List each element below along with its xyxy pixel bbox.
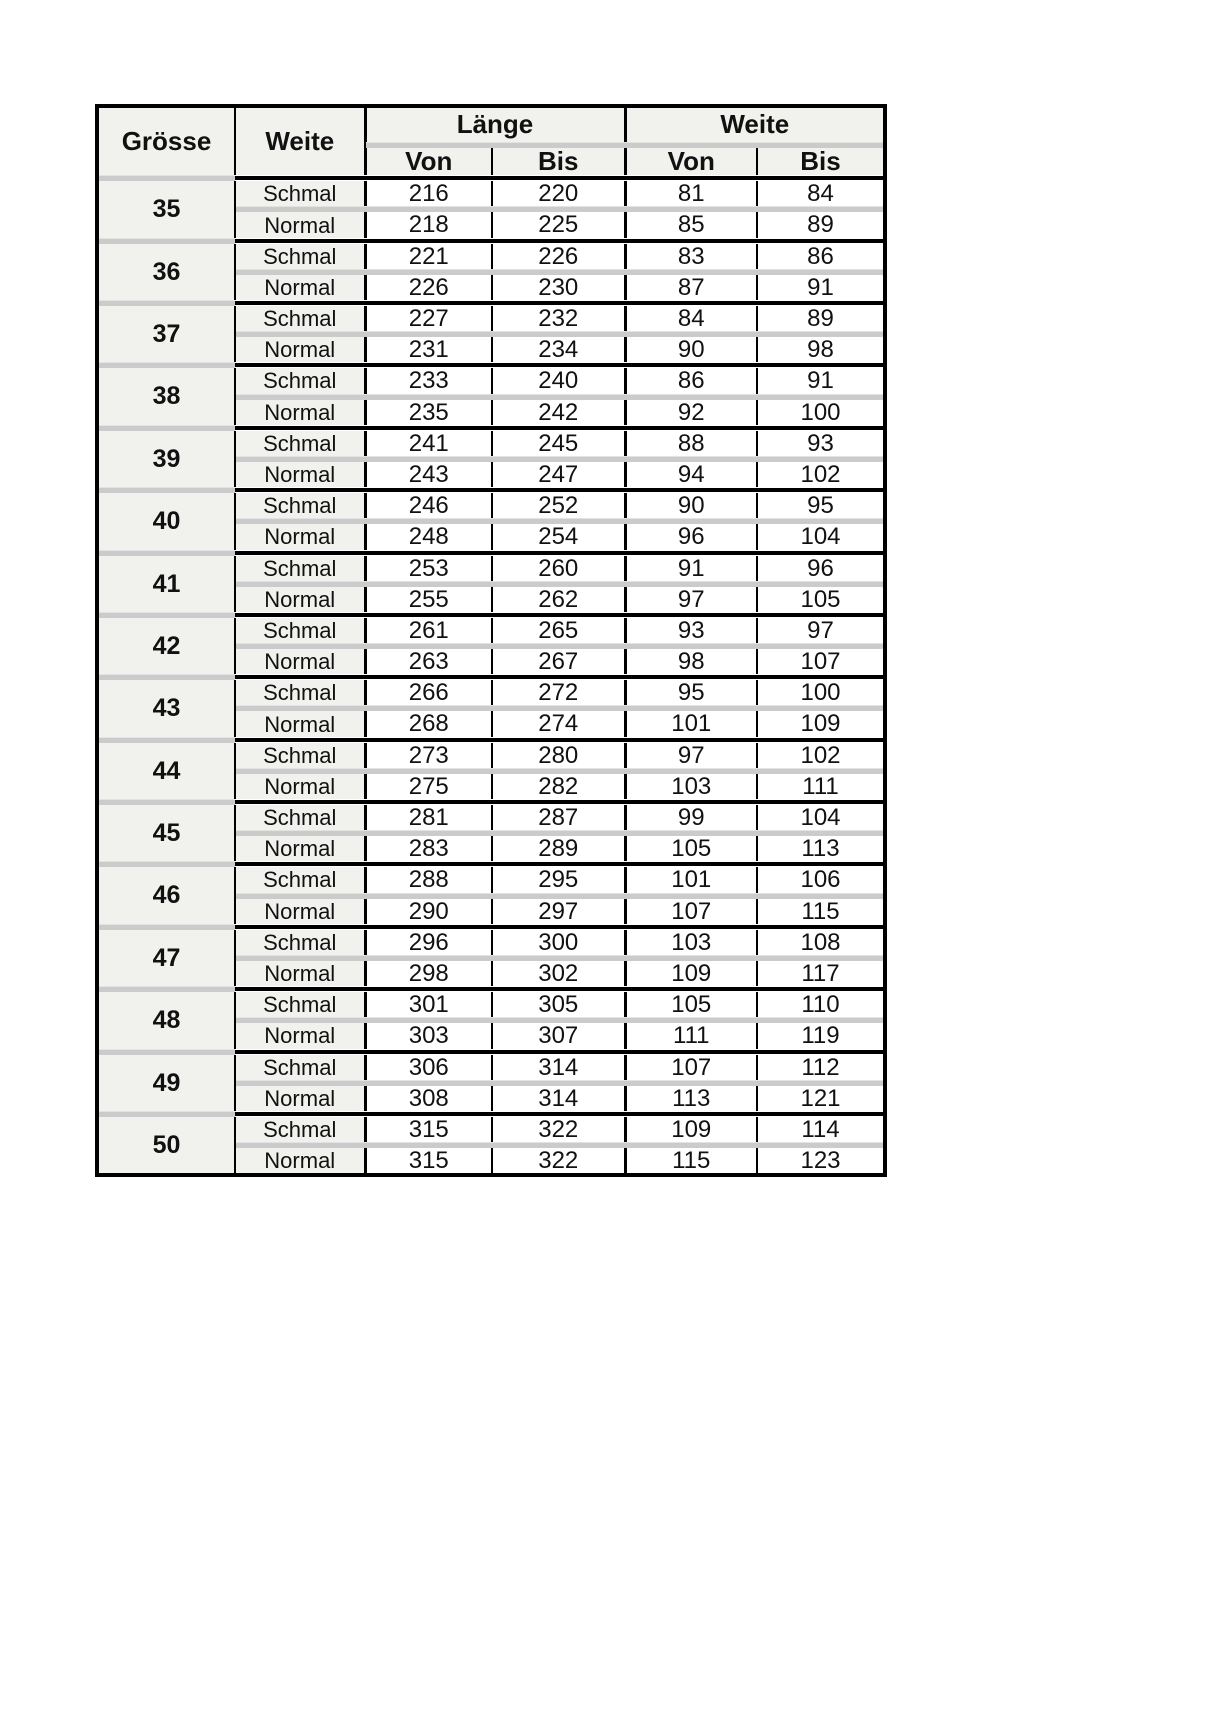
table-row [97, 680, 885, 705]
header-weite-bis: Bis [757, 148, 885, 175]
size-cell: 37 [97, 306, 235, 362]
value-cell: 105 [625, 836, 757, 861]
value-cell: 110 [757, 992, 885, 1017]
value-cell: 290 [365, 899, 492, 924]
value-cell: 216 [365, 181, 492, 206]
value-cell: 280 [492, 743, 625, 768]
value-cell: 123 [757, 1148, 885, 1175]
value-cell: 101 [625, 711, 757, 736]
size-cell: 40 [97, 493, 235, 549]
table-row [97, 493, 885, 518]
size-cell: 35 [97, 181, 235, 237]
width-label-cell: Normal [235, 1086, 365, 1111]
value-cell: 225 [492, 212, 625, 237]
value-cell: 107 [625, 1055, 757, 1080]
value-cell: 91 [625, 556, 757, 581]
value-cell: 113 [757, 836, 885, 861]
table-row [97, 556, 885, 581]
width-label-cell: Schmal [235, 244, 365, 269]
value-cell: 242 [492, 400, 625, 425]
width-label-cell: Schmal [235, 743, 365, 768]
value-cell: 89 [757, 212, 885, 237]
value-cell: 234 [492, 337, 625, 362]
header-section-laenge: Länge [365, 106, 625, 142]
size-cell: 44 [97, 743, 235, 799]
width-label-cell: Normal [235, 462, 365, 487]
width-label-cell: Schmal [235, 930, 365, 955]
value-cell: 254 [492, 524, 625, 549]
value-cell: 117 [757, 961, 885, 986]
width-label-cell: Normal [235, 774, 365, 799]
width-label-cell: Normal [235, 524, 365, 549]
value-cell: 243 [365, 462, 492, 487]
size-cell: 45 [97, 805, 235, 861]
value-cell: 92 [625, 400, 757, 425]
value-cell: 303 [365, 1023, 492, 1048]
width-label-cell: Normal [235, 212, 365, 237]
width-label-cell: Schmal [235, 805, 365, 830]
value-cell: 232 [492, 306, 625, 331]
value-cell: 104 [757, 524, 885, 549]
value-cell: 89 [757, 306, 885, 331]
header-section-weite: Weite [625, 106, 885, 142]
value-cell: 266 [365, 680, 492, 705]
value-cell: 287 [492, 805, 625, 830]
value-cell: 265 [492, 618, 625, 643]
header-weite-von: Von [625, 148, 757, 175]
value-cell: 301 [365, 992, 492, 1017]
table-row [97, 743, 885, 768]
value-cell: 84 [625, 306, 757, 331]
value-cell: 230 [492, 275, 625, 300]
size-cell: 46 [97, 867, 235, 923]
value-cell: 97 [757, 618, 885, 643]
width-label-cell: Normal [235, 337, 365, 362]
width-label-cell: Schmal [235, 431, 365, 456]
value-cell: 305 [492, 992, 625, 1017]
value-cell: 272 [492, 680, 625, 705]
value-cell: 98 [625, 649, 757, 674]
value-cell: 283 [365, 836, 492, 861]
value-cell: 97 [625, 743, 757, 768]
width-label-cell: Normal [235, 836, 365, 861]
size-cell: 49 [97, 1055, 235, 1111]
table-row [97, 181, 885, 206]
size-cell: 38 [97, 368, 235, 424]
value-cell: 96 [757, 556, 885, 581]
table-row [97, 992, 885, 1017]
table-row [97, 618, 885, 643]
value-cell: 235 [365, 400, 492, 425]
table-row [97, 1055, 885, 1080]
value-cell: 231 [365, 337, 492, 362]
value-cell: 88 [625, 431, 757, 456]
width-label-cell: Normal [235, 649, 365, 674]
width-label-cell: Schmal [235, 867, 365, 892]
value-cell: 245 [492, 431, 625, 456]
value-cell: 307 [492, 1023, 625, 1048]
header-laenge-bis: Bis [492, 148, 625, 175]
value-cell: 246 [365, 493, 492, 518]
width-label-cell: Normal [235, 275, 365, 300]
value-cell: 227 [365, 306, 492, 331]
value-cell: 87 [625, 275, 757, 300]
value-cell: 84 [757, 181, 885, 206]
value-cell: 102 [757, 743, 885, 768]
width-label-cell: Normal [235, 711, 365, 736]
value-cell: 111 [625, 1023, 757, 1048]
value-cell: 119 [757, 1023, 885, 1048]
value-cell: 261 [365, 618, 492, 643]
value-cell: 93 [625, 618, 757, 643]
value-cell: 255 [365, 587, 492, 612]
table-row [97, 431, 885, 456]
value-cell: 260 [492, 556, 625, 581]
value-cell: 263 [365, 649, 492, 674]
width-label-cell: Normal [235, 1148, 365, 1175]
size-cell: 39 [97, 431, 235, 487]
value-cell: 221 [365, 244, 492, 269]
value-cell: 275 [365, 774, 492, 799]
value-cell: 252 [492, 493, 625, 518]
value-cell: 93 [757, 431, 885, 456]
value-cell: 233 [365, 368, 492, 393]
value-cell: 98 [757, 337, 885, 362]
value-cell: 314 [492, 1086, 625, 1111]
value-cell: 99 [625, 805, 757, 830]
value-cell: 95 [625, 680, 757, 705]
table-row [97, 244, 885, 269]
value-cell: 113 [625, 1086, 757, 1111]
header-laenge-von: Von [365, 148, 492, 175]
width-label-cell: Schmal [235, 556, 365, 581]
value-cell: 102 [757, 462, 885, 487]
value-cell: 248 [365, 524, 492, 549]
table-row [97, 368, 885, 393]
value-cell: 105 [757, 587, 885, 612]
width-label-cell: Schmal [235, 493, 365, 518]
width-label-cell: Schmal [235, 368, 365, 393]
size-cell: 36 [97, 244, 235, 300]
value-cell: 96 [625, 524, 757, 549]
width-label-cell: Normal [235, 1023, 365, 1048]
table-row [97, 867, 885, 892]
size-table [95, 104, 887, 1177]
value-cell: 106 [757, 867, 885, 892]
value-cell: 115 [757, 899, 885, 924]
value-cell: 281 [365, 805, 492, 830]
table-row [97, 1117, 885, 1142]
value-cell: 86 [625, 368, 757, 393]
value-cell: 104 [757, 805, 885, 830]
value-cell: 282 [492, 774, 625, 799]
value-cell: 267 [492, 649, 625, 674]
value-cell: 262 [492, 587, 625, 612]
value-cell: 273 [365, 743, 492, 768]
value-cell: 297 [492, 899, 625, 924]
header-weite: Weite [235, 106, 365, 175]
table-row [97, 930, 885, 955]
size-cell: 48 [97, 992, 235, 1048]
size-chart-wrapper [95, 104, 887, 1177]
width-label-cell: Normal [235, 587, 365, 612]
value-cell: 295 [492, 867, 625, 892]
table-header [97, 106, 885, 175]
value-cell: 91 [757, 368, 885, 393]
value-cell: 114 [757, 1117, 885, 1142]
value-cell: 100 [757, 680, 885, 705]
value-cell: 247 [492, 462, 625, 487]
value-cell: 241 [365, 431, 492, 456]
value-cell: 315 [365, 1148, 492, 1175]
width-label-cell: Schmal [235, 1117, 365, 1142]
value-cell: 97 [625, 587, 757, 612]
value-cell: 218 [365, 212, 492, 237]
value-cell: 253 [365, 556, 492, 581]
width-label-cell: Schmal [235, 680, 365, 705]
value-cell: 322 [492, 1117, 625, 1142]
value-cell: 302 [492, 961, 625, 986]
value-cell: 111 [757, 774, 885, 799]
value-cell: 322 [492, 1148, 625, 1175]
size-cell: 50 [97, 1117, 235, 1175]
width-label-cell: Normal [235, 899, 365, 924]
value-cell: 268 [365, 711, 492, 736]
header-groesse: Grösse [97, 106, 235, 175]
table-body [97, 175, 885, 1175]
value-cell: 300 [492, 930, 625, 955]
value-cell: 90 [625, 337, 757, 362]
value-cell: 220 [492, 181, 625, 206]
value-cell: 121 [757, 1086, 885, 1111]
width-label-cell: Schmal [235, 306, 365, 331]
header-row-sections [97, 106, 885, 142]
value-cell: 81 [625, 181, 757, 206]
value-cell: 288 [365, 867, 492, 892]
value-cell: 240 [492, 368, 625, 393]
value-cell: 109 [625, 961, 757, 986]
value-cell: 109 [757, 711, 885, 736]
value-cell: 108 [757, 930, 885, 955]
value-cell: 314 [492, 1055, 625, 1080]
size-cell: 47 [97, 930, 235, 986]
value-cell: 115 [625, 1148, 757, 1175]
value-cell: 95 [757, 493, 885, 518]
value-cell: 112 [757, 1055, 885, 1080]
value-cell: 101 [625, 867, 757, 892]
width-label-cell: Schmal [235, 618, 365, 643]
value-cell: 306 [365, 1055, 492, 1080]
value-cell: 105 [625, 992, 757, 1017]
value-cell: 91 [757, 275, 885, 300]
table-row [97, 306, 885, 331]
value-cell: 83 [625, 244, 757, 269]
width-label-cell: Normal [235, 961, 365, 986]
size-cell: 43 [97, 680, 235, 736]
value-cell: 226 [365, 275, 492, 300]
value-cell: 315 [365, 1117, 492, 1142]
width-label-cell: Normal [235, 400, 365, 425]
value-cell: 90 [625, 493, 757, 518]
value-cell: 109 [625, 1117, 757, 1142]
value-cell: 85 [625, 212, 757, 237]
width-label-cell: Schmal [235, 1055, 365, 1080]
width-label-cell: Schmal [235, 992, 365, 1017]
width-label-cell: Schmal [235, 181, 365, 206]
value-cell: 274 [492, 711, 625, 736]
value-cell: 94 [625, 462, 757, 487]
size-cell: 41 [97, 556, 235, 612]
value-cell: 100 [757, 400, 885, 425]
value-cell: 289 [492, 836, 625, 861]
value-cell: 107 [757, 649, 885, 674]
size-cell: 42 [97, 618, 235, 674]
value-cell: 107 [625, 899, 757, 924]
value-cell: 298 [365, 961, 492, 986]
value-cell: 103 [625, 930, 757, 955]
value-cell: 103 [625, 774, 757, 799]
value-cell: 226 [492, 244, 625, 269]
table-row [97, 805, 885, 830]
value-cell: 296 [365, 930, 492, 955]
value-cell: 308 [365, 1086, 492, 1111]
value-cell: 86 [757, 244, 885, 269]
